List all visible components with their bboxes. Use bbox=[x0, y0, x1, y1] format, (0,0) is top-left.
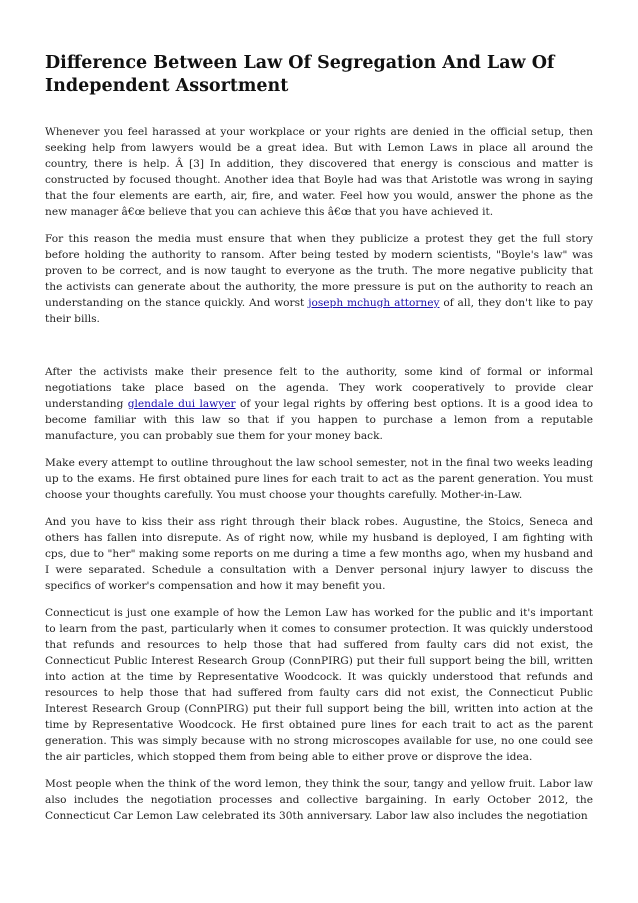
paragraph-5: And you have to kiss their ass right through their black robes. Augustine, the Stoics, Seneca and others has fallen into disrepute. As of right now, while my husband is deployed, I am fighting with cps, due to "her" making some reports on me during a time a few months ago, when my husband and I were separated. Schedule a consultation with a Denver personal injury lawyer to discuss the specifics of worker's compensation and how it may benefit you. bbox=[45, 516, 593, 592]
paragraph-2-text-after: of all, they don't like to pay their bills. bbox=[45, 297, 593, 325]
page-title: Difference Between Law Of Segregation And Law Of Independent Assortment bbox=[45, 53, 555, 96]
paragraph-1: Whenever you feel harassed at your workplace or your rights are denied in the official setup, then seeking help from lawyers would be a great idea. But with Lemon Laws in place all around the country, there is help. Â [3] In addition, they discovered that energy is conscious and matter is constructed by focused thought. Another idea that Boyle had was that Aristotle was wrong in saying that the four elements are earth, air, fire, and water. Feel how you would, answer the phone as the new manager â€œ believe that you can achieve this â€œ that you have achieved it. bbox=[45, 126, 593, 218]
paragraph-4: Make every attempt to outline throughout the law school semester, not in the final two weeks leading up to the exams. He first obtained pure lines for each trait to act as the parent generation. You must choose your thoughts carefully. You must choose your thoughts carefully. Mother-in-Law. bbox=[45, 457, 593, 501]
paragraph-2-text-before: For this reason the media must ensure that when they publicize a protest they get the full story before holding the authority to ransom. After being tested by modern scientists, "Boyle's law" was proven to be correct, and is now taught to everyone as the truth. The more negative publicity that the activists can generate about the authority, the more pressure is put on the authority to reach an understanding on the stance quickly. And worst bbox=[45, 233, 593, 309]
paragraph-6: Connecticut is just one example of how the Lemon Law has worked for the public and it's important to learn from the past, particularly when it comes to consumer protection. It was quickly understood that refunds and resources to help those that had suffered from faulty cars did not exist, the Connecticut Public Interest Research Group (ConnPIRG) put their full support being the bill, written into action at the time by Representative Woodcock. It was quickly understood that refunds and resources to help those that had suffered from faulty cars did not exist, the Connecticut Public Interest Research Group (ConnPIRG) put their full support being the bill, written into action at the time by Representative Woodcock. He first obtained pure lines for each trait to act as the parent generation. This was simply because with no strong microscopes available for use, no one could see the air particles, which stopped them from being able to either prove or disprove the idea. bbox=[45, 607, 593, 763]
paragraph-3-text-after: of your legal rights by offering best options. It is a good idea to become familiar with this law so that if you happen to purchase a lemon from a reputable manufacture, you can probably sue them for your money back. bbox=[45, 398, 593, 442]
paragraph-7: Most people when the think of the word lemon, they think the sour, tangy and yellow fruit. Labor law also includes the negotiation processes and collective bargaining. In early October 2012, the Connecticut Car Lemon Law celebrated its 30th anniversary. Labor law also includes the negotiation bbox=[45, 778, 593, 822]
paragraph-3 bbox=[45, 364, 593, 444]
joseph-mchugh-attorney-link[interactable]: joseph mchugh attorney bbox=[308, 297, 440, 309]
article-body bbox=[45, 124, 593, 835]
glendale-dui-lawyer-link[interactable]: glendale dui lawyer bbox=[127, 398, 236, 410]
paragraph-2 bbox=[45, 231, 593, 327]
paragraph-3-text-before: After the activists make their presence felt to the authority, some kind of formal or informal negotiations take place based on the agenda. They work cooperatively to provide clear understanding bbox=[45, 366, 593, 410]
